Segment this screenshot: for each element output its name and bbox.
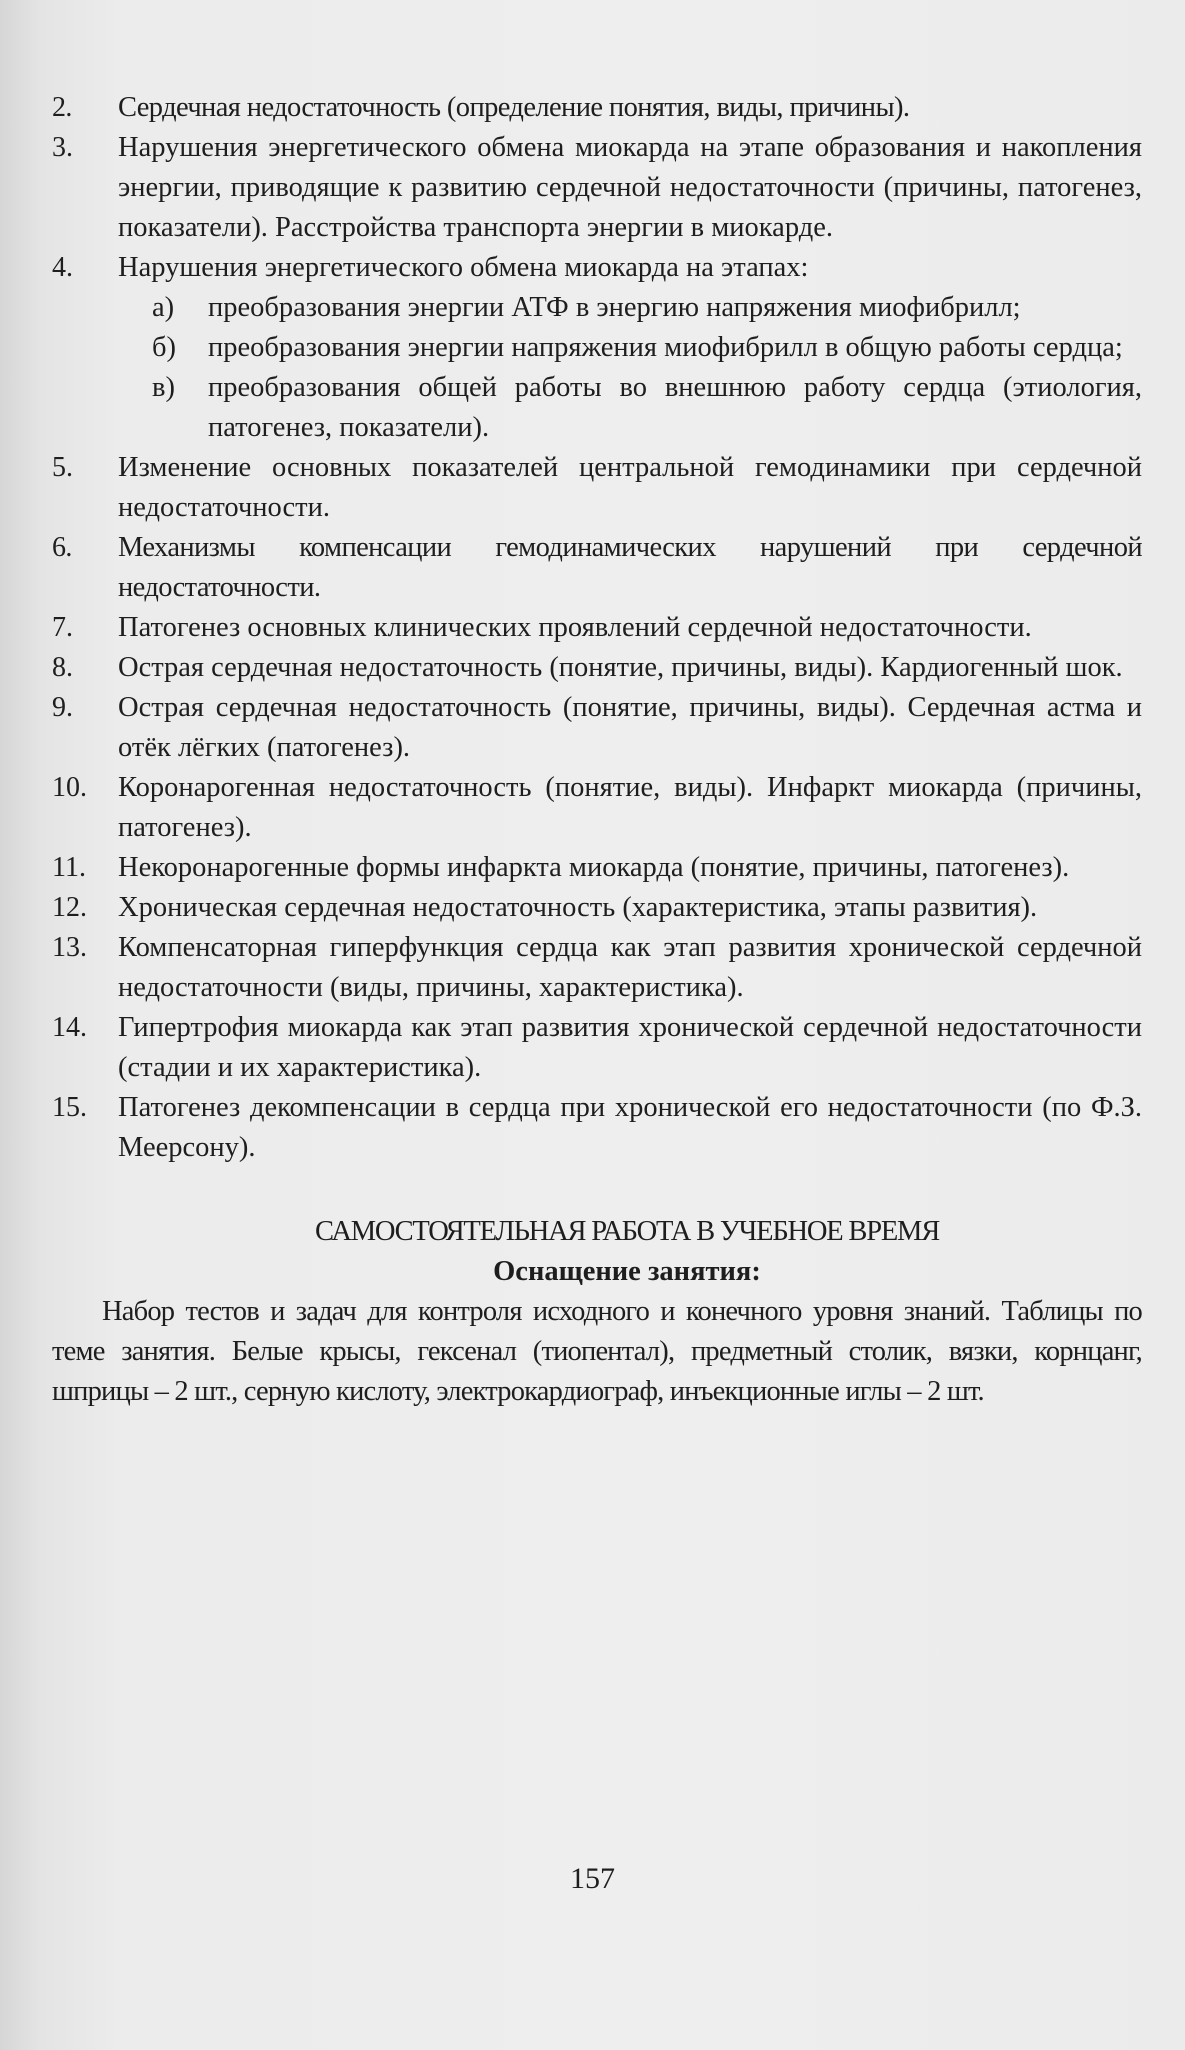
list-item (52, 688, 1142, 768)
sub-list-item-letter: б) (152, 332, 176, 363)
list-item (52, 88, 1142, 128)
equipment-paragraph: Набор тестов и задач для контроля исходного и конечного уровня знаний. Таблицы по теме занятия. Белые крысы, гексенал (тиопентал), предметный столик, вязки, корнцанг, шприцы – 2 шт., серную кислоту, электрокардиограф, инъекционные иглы – 2 шт. (52, 1296, 1142, 1407)
list-item-text: Механизмы компенсации гемодинамических нарушений при сердечной недостаточности. (118, 532, 1142, 603)
list-item-number: 5. (52, 452, 73, 483)
section-title: САМОСТОЯТЕЛЬНАЯ РАБОТА В УЧЕБНОЕ ВРЕМЯ (314, 1216, 940, 1247)
sub-list-item-text: преобразования общей работы во внешнюю работу сердца (этиология, патогенез, показатели). (208, 372, 1142, 443)
list-item (52, 608, 1142, 648)
sub-list-item (152, 288, 1142, 328)
page-content (52, 88, 1142, 1412)
list-item-text: Острая сердечная недостаточность (понятие, причины, виды). Кардиогенный шок. (118, 652, 1123, 683)
list-item-number: 12. (52, 892, 87, 923)
list-item-text: Компенсаторная гиперфункция сердца как этап развития хронической сердечной недостаточности (виды, причины, характеристика). (118, 932, 1142, 1003)
list-item-number: 6. (52, 532, 72, 563)
list-item (52, 248, 1142, 448)
list-item-text: Некоронарогенные формы инфаркта миокарда (понятие, причины, патогенез). (118, 852, 1070, 883)
list-item (52, 648, 1142, 688)
list-item-number: 3. (52, 132, 73, 163)
list-item-number: 14. (52, 1012, 87, 1043)
list-item-number: 11. (52, 852, 86, 883)
sub-list-item-letter: а) (152, 292, 175, 323)
sub-list-item-text: преобразования энергии напряжения миофибрилл в общую работы сердца; (208, 332, 1123, 363)
list-item-number: 13. (52, 932, 87, 963)
list-item-text: Изменение основных показателей центральной гемодинамики при сердечной недостаточности. (118, 452, 1142, 523)
list-item (52, 928, 1142, 1008)
list-item-text: Патогенез основных клинических проявлений сердечной недостаточности. (118, 612, 1032, 643)
sub-list-item (152, 328, 1142, 368)
list-item (52, 1088, 1142, 1168)
list-item (52, 528, 1142, 608)
list-item-text: Хроническая сердечная недостаточность (характеристика, этапы развития). (118, 892, 1038, 923)
list-item-text: Сердечная недостаточность (определение понятия, виды, причины). (118, 92, 910, 123)
list-item-text: Острая сердечная недостаточность (понятие, причины, виды). Сердечная астма и отёк лёгких (патогенез). (118, 692, 1142, 763)
sub-list-item-letter: в) (152, 372, 175, 403)
subsection-title: Оснащение занятия: (493, 1256, 761, 1287)
question-list (52, 88, 1142, 1168)
page-number: 157 (570, 1862, 615, 1895)
list-item-text: Нарушения энергетического обмена миокарда на этапах: (118, 252, 809, 283)
list-item-number: 9. (52, 692, 73, 723)
list-item-number: 7. (52, 612, 73, 643)
list-item-number: 2. (52, 92, 72, 123)
list-item (52, 1008, 1142, 1088)
list-item-text: Нарушения энергетического обмена миокарда на этапе образования и накопления энергии, приводящие к развитию сердечной недостаточности (причины, патогенез, показатели). Расстройства транспорта энергии в миокарде. (118, 132, 1142, 243)
list-item (52, 768, 1142, 848)
list-item-text: Патогенез декомпенсации в сердца при хронической его недостаточности (по Ф.З. Меерсону). (118, 1092, 1142, 1163)
list-item (52, 848, 1142, 888)
list-item (52, 128, 1142, 248)
list-item-number: 15. (52, 1092, 87, 1123)
list-item-text: Коронарогенная недостаточность (понятие, виды). Инфаркт миокарда (причины, патогенез). (118, 772, 1142, 843)
list-item (52, 448, 1142, 528)
list-item (52, 888, 1142, 928)
sub-list-item-text: преобразования энергии АТФ в энергию напряжения миофибрилл; (208, 292, 1021, 323)
list-item-number: 4. (52, 252, 73, 283)
sub-list-item (152, 368, 1142, 448)
list-item-number: 10. (52, 772, 87, 803)
list-item-number: 8. (52, 652, 73, 683)
sub-list (52, 288, 1142, 448)
list-item-text: Гипертрофия миокарда как этап развития хронической сердечной недостаточности (стадии и их характеристика). (118, 1012, 1142, 1083)
